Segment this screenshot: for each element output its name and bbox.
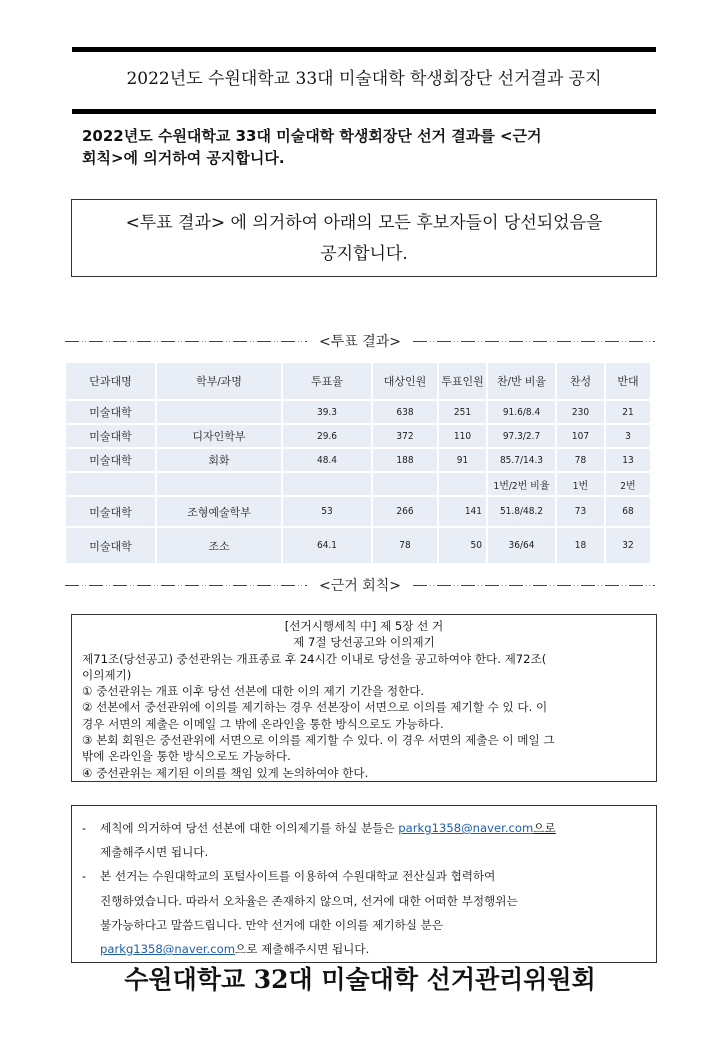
contact-paragraph-2 [82, 864, 646, 888]
subheader-cell: 1번/2번 비율 [488, 473, 557, 497]
table-cell: 39.3 [283, 401, 373, 425]
contact-p1-suffix: 으로 [533, 821, 556, 835]
subheader-cell [157, 473, 283, 497]
table-cell: 3 [606, 425, 650, 449]
header-cell: 단과대명 [66, 363, 157, 401]
subheader-cell [66, 473, 157, 497]
divider-dash-left [65, 585, 307, 586]
table-cell: 53 [283, 497, 373, 528]
rules-item-3a: ③ 본회 회원은 중선관위에 서면으로 이의를 제기할 수 있다. 이 경우 서면의 제출은 이 메일 그 [82, 733, 555, 748]
email-link[interactable]: parkg1358@naver.com [100, 942, 235, 957]
rules-article-71: 제71조(당선공고) 중선관위는 개표종료 후 24시간 이내로 당선을 공고하여야 한다. 제72조( [82, 651, 547, 666]
table-cell: 미술대학 [66, 497, 157, 528]
table-cell: 18 [557, 528, 606, 565]
header-cell: 학부/과명 [157, 363, 283, 401]
intro-line-1: 2022년도 수원대학교 33대 미술대학 학생회장단 선거 결과를 <근거 [82, 127, 542, 145]
rules-heading-1: [선거시행세칙 中] 제 5장 선 거 [284, 619, 444, 633]
table-cell: 조소 [157, 528, 283, 565]
email-link[interactable]: parkg1358@naver.com [398, 821, 534, 835]
contact-p2-line-4 [82, 937, 646, 961]
table-header-row [66, 363, 650, 401]
vote-results-divider [65, 331, 655, 351]
subheader-cell [373, 473, 439, 497]
table-cell: 91.6/8.4 [488, 401, 557, 425]
divider-dash-left [65, 341, 307, 342]
table-cell: 미술대학 [66, 449, 157, 473]
contact-box [71, 805, 657, 963]
subheader-cell: 1번 [557, 473, 606, 497]
table-cell: 78 [557, 449, 606, 473]
table-cell: 68 [606, 497, 650, 528]
table-cell: 251 [439, 401, 488, 425]
title-bottom-rule [72, 109, 656, 114]
table-cell: 110 [439, 425, 488, 449]
table-row [66, 449, 650, 473]
notice-box [71, 199, 657, 277]
contact-p2-line-1: 본 선거는 수원대학교의 포털사이트를 이용하여 수원대학교 전산실과 협력하여 [100, 869, 496, 884]
table-cell: 107 [557, 425, 606, 449]
top-rule [72, 47, 656, 52]
table-row [66, 528, 650, 565]
header-cell: 대상인원 [373, 363, 439, 401]
table-cell: 미술대학 [66, 425, 157, 449]
table-cell: 64.1 [283, 528, 373, 565]
table-cell: 13 [606, 449, 650, 473]
table-cell: 디자인학부 [157, 425, 283, 449]
rules-item-4: ④ 중선관위는 제기된 이의를 책임 있게 논의하여야 한다. [82, 765, 369, 780]
table-cell: 조형예술학부 [157, 497, 283, 528]
rules-item-2a: ② 선본에서 중선관위에 이의를 제기하는 경우 선본장이 서면으로 이의를 제기할 수 있 다. 이 [82, 700, 548, 715]
table-cell: 97.3/2.7 [488, 425, 557, 449]
notice-line-2: 공지합니다. [320, 244, 408, 264]
vote-results-heading: <투표 결과> [319, 334, 402, 350]
subheader-cell [439, 473, 488, 497]
table-cell: 48.4 [283, 449, 373, 473]
contact-p2-suffix: 으로 제출해주시면 됩니다. [235, 942, 370, 957]
table-cell: 230 [557, 401, 606, 425]
contact-p1-line-2: 제출해주시면 됩니다. [100, 845, 209, 860]
header-cell: 찬성 [557, 363, 606, 401]
notice-line-1: <투표 결과> 에 의거하여 아래의 모든 후보자들이 당선되었음을 [125, 213, 603, 233]
header-cell: 반대 [606, 363, 650, 401]
table-cell: 32 [606, 528, 650, 565]
committee-signature: 수원대학교 32대 미술대학 선거관리위원회 [124, 965, 596, 994]
table-row [66, 401, 650, 425]
table-row [66, 425, 650, 449]
table-cell: 50 [439, 528, 488, 565]
rules-item-2b: 경우 서면의 제출은 이메일 그 밖에 온라인을 통한 방식으로도 가능하다. [82, 716, 444, 731]
contact-p2-line-3: 불가능하다고 말씀드립니다. 만약 선거에 대한 이의를 제기하실 분은 [100, 917, 444, 932]
table-cell: 36/64 [488, 528, 557, 565]
contact-paragraph-1 [82, 816, 646, 840]
subheader-cell [283, 473, 373, 497]
table-cell: 141 [439, 497, 488, 528]
table-subheader-row [66, 473, 650, 497]
rules-divider [65, 575, 655, 595]
subheader-cell: 2번 [606, 473, 650, 497]
contact-p1-text [100, 816, 556, 840]
rules-item-1: ① 중선관위는 개표 이후 당선 선본에 대한 이의 제기 기간을 정한다. [82, 684, 425, 699]
table-cell: 회화 [157, 449, 283, 473]
rules-article-72-title: 이의제기) [82, 667, 132, 682]
table-cell: 미술대학 [66, 528, 157, 565]
rules-heading: <근거 회칙> [319, 578, 402, 594]
header-cell: 투표율 [283, 363, 373, 401]
table-cell: 51.8/48.2 [488, 497, 557, 528]
rules-box [71, 614, 657, 782]
bullet-dash: - [82, 821, 87, 835]
rules-heading-2: 제 7절 당선공고와 이의제기 [293, 635, 435, 650]
bullet-dash: - [82, 869, 87, 884]
contact-p2-line-2: 진행하였습니다. 따라서 오차율은 존재하지 않으며, 선거에 대한 어떠한 부정행위는 [100, 893, 518, 908]
table-cell: 21 [606, 401, 650, 425]
header-cell: 찬/반 비율 [488, 363, 557, 401]
header-cell: 투표인원 [439, 363, 488, 401]
table-cell: 78 [373, 528, 439, 565]
table-row [66, 497, 650, 528]
intro-paragraph [82, 125, 642, 169]
table-cell: 266 [373, 497, 439, 528]
divider-dash-right [413, 341, 655, 342]
table-cell: 188 [373, 449, 439, 473]
table-cell: 73 [557, 497, 606, 528]
table-cell: 85.7/14.3 [488, 449, 557, 473]
intro-line-2: 회칙>에 의거하여 공지합니다. [82, 149, 285, 167]
page-title: 2022년도 수원대학교 33대 미술대학 학생회장단 선거결과 공지 [126, 69, 602, 89]
vote-results-table [66, 363, 650, 565]
rules-item-3b: 밖에 온라인을 통한 방식으로도 가능하다. [82, 749, 291, 764]
table-cell: 372 [373, 425, 439, 449]
contact-p1-body: 세칙에 의거하여 당선 선본에 대한 이의제기를 하실 분들은 [100, 821, 399, 835]
table-cell: 638 [373, 401, 439, 425]
table-cell [157, 401, 283, 425]
table-cell: 91 [439, 449, 488, 473]
table-cell: 미술대학 [66, 401, 157, 425]
divider-dash-right [413, 585, 655, 586]
table-cell: 29.6 [283, 425, 373, 449]
